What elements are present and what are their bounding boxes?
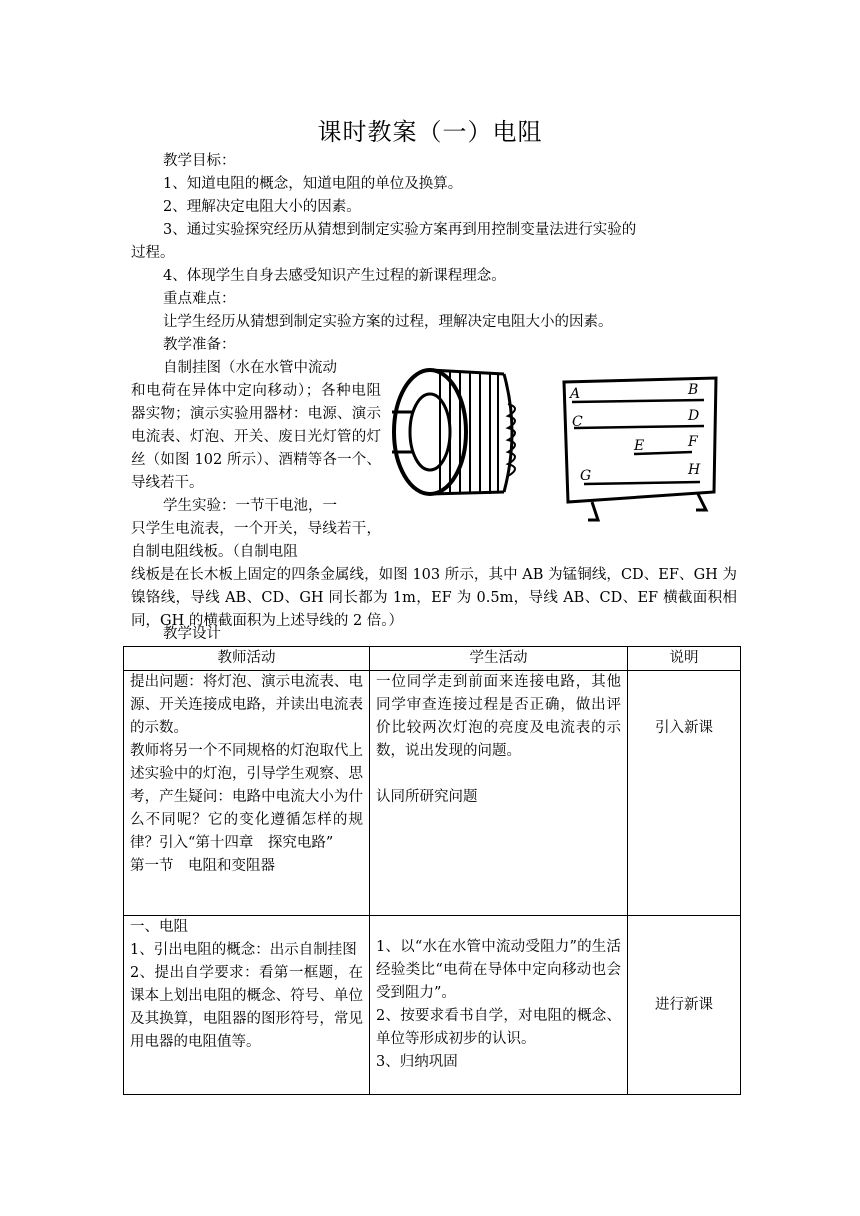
label-C: C — [572, 414, 583, 430]
label-E: E — [634, 438, 645, 454]
table-row — [124, 916, 741, 1095]
prep-para2-first: 学生实验：一节干电池，一 — [163, 498, 337, 514]
page-title: 课时教案（一）电阻 — [317, 118, 543, 146]
objective-item: 2、理解决定电阻大小的因素。 — [163, 199, 361, 215]
objective-item-continued: 过程。 — [131, 245, 175, 261]
figures — [392, 354, 732, 534]
label-D: D — [688, 408, 700, 424]
cell-student: 一位同学走到前面来连接电路，其他同学审查连接过程是否正确，做出评价比较两次灯泡的亮度及电流表的示数，说出发现的问题。 认同所研究问题 — [370, 671, 628, 916]
prep-heading: 教学准备： — [163, 337, 236, 353]
objective-item: 3、通过实验探究经历从猜想到制定实验方案再到用控制变量法进行实验的 — [163, 222, 637, 238]
prep-para2-rest: 只学生电流表，一个开关，导线若干，自制电阻线板。（自制电阻 — [131, 521, 381, 560]
key-points-heading: 重点难点： — [163, 291, 236, 307]
header-teacher: 教师活动 — [124, 647, 370, 671]
prep-paragraph — [131, 357, 381, 564]
prep-para1-first: 自制挂图（水在水管中流动 — [163, 360, 337, 376]
prep-para1-rest: 和电荷在异体中定向移动）；各种电阻器实物；演示实验用器材：电源、演示电流表、灯泡、开关、废日光灯管的灯丝（如图 102 所示）、酒精等各一个、导线若干。 — [131, 383, 381, 491]
cell-note: 进行新课 — [628, 916, 741, 1095]
label-H: H — [688, 462, 701, 478]
label-B: B — [688, 382, 699, 398]
label-A: A — [570, 386, 581, 402]
label-F: F — [688, 434, 698, 450]
cell-teacher: 一、电阻 1、引出电阻的概念：出示自制挂图 2、提出自学要求：看第一框题，在课本上划出电阻的概念、符号、单位及其换算，电阻器的图形符号，常见用电器的电阻值等。 — [124, 916, 370, 1095]
key-points-text: 让学生经历从猜想到制定实验方案的过程，理解决定电阻大小的因素。 — [163, 314, 613, 330]
cell-note: 引入新课 — [628, 671, 741, 916]
design-heading: 教学设计 — [163, 626, 221, 642]
label-G: G — [580, 468, 592, 484]
lesson-table — [123, 646, 741, 1095]
coil-figure — [392, 370, 515, 494]
board-description: 线板是在长木板上固定的四条金属线，如图 103 所示，其中 AB 为锰铜线，CD、EF、GH 为镍铬线，导线 AB、CD、GH 同长都为 1m，EF 为 0.5m，导线 AB、CD、EF 横截面积相同，GH 的横截面积为上述导线的 2 倍。） — [131, 567, 737, 629]
header-student: 学生活动 — [370, 647, 628, 671]
table-header-row — [124, 647, 741, 671]
header-note: 说明 — [628, 647, 741, 671]
objective-item: 1、知道电阻的概念，知道电阻的单位及换算。 — [163, 176, 463, 192]
objectives-heading: 教学目标： — [163, 153, 236, 169]
cell-teacher: 提出问题：将灯泡、演示电流表、电源、开关连接成电路，并读出电流表的示数。 教师将另一个不同规格的灯泡取代上述实验中的灯泡，引导学生观察、思考，产生疑问：电路中电流大小为什么不同呢？它的变化遵循怎样的规律？引入“第十四章 探究电路” 第一节 电阻和变阻器 — [124, 671, 370, 916]
objective-item: 4、体现学生自身去感受知识产生过程的新课程理念。 — [163, 268, 506, 284]
table-row — [124, 671, 741, 916]
cell-student: 1、以“水在水管中流动受阻力”的生活经验类比“电荷在导体中定向移动也会受到阻力”。 2、按要求看书自学，对电阻的概念、单位等形成初步的认识。 3、归纳巩固 — [370, 916, 628, 1095]
